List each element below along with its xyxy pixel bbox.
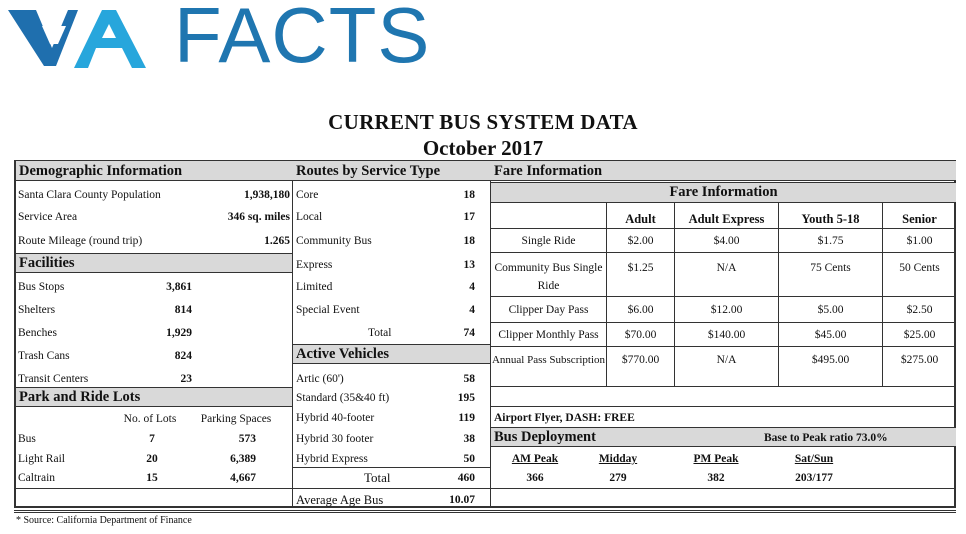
park-ride-spaces: 573 — [238, 433, 256, 445]
park-ride-label: Light Rail — [18, 453, 65, 465]
fare-grid-line — [491, 346, 956, 347]
fare-cell: $1.75 — [817, 235, 844, 247]
avg-age-value: 10.07 — [449, 494, 475, 506]
vta-logo-mark — [6, 4, 176, 74]
demographic-value: 346 sq. miles — [227, 211, 290, 223]
park-ride-lots: 15 — [146, 472, 158, 484]
routes-total-value: 74 — [463, 327, 475, 339]
demographic-header: Demographic Information — [19, 163, 183, 179]
demographic-label: Service Area — [18, 211, 78, 223]
fare-cell: $4.00 — [713, 235, 740, 247]
fare-row-label: Clipper Monthly Pass — [498, 329, 599, 341]
vehicle-label: Hybrid 40-footer — [296, 412, 375, 424]
vehicle-value: 195 — [457, 392, 475, 404]
facility-value: 824 — [174, 350, 192, 362]
vehicle-label: Artic (60') — [296, 373, 344, 385]
deployment-ratio: Base to Peak ratio 73.0% — [764, 432, 888, 444]
column-divider — [292, 160, 293, 508]
route-value: 4 — [469, 281, 475, 293]
fare-cell: 75 Cents — [810, 262, 851, 274]
fare-cell: $12.00 — [710, 304, 743, 316]
demographic-value: 1.265 — [264, 235, 290, 247]
vehicle-value: 38 — [463, 433, 475, 445]
fare-grid-line — [491, 228, 956, 229]
deployment-col: AM Peak — [511, 453, 559, 465]
park-ride-col-lots: No. of Lots — [123, 413, 177, 425]
route-label: Core — [296, 189, 319, 201]
deployment-value: 279 — [609, 472, 627, 484]
fare-col-adult: Adult — [625, 212, 656, 226]
facility-value: 1,929 — [166, 327, 192, 339]
row-rule — [16, 488, 292, 489]
fare-subheader: Fare Information — [669, 184, 778, 200]
route-label: Special Event — [296, 304, 360, 316]
vehicle-label: Hybrid Express — [296, 453, 368, 465]
route-label: Limited — [296, 281, 333, 293]
fare-cell: $5.00 — [817, 304, 844, 316]
deployment-header: Bus Deployment — [494, 429, 596, 445]
vehicles-total-value: 460 — [457, 472, 475, 484]
route-value: 13 — [463, 259, 475, 271]
fare-cell: 50 Cents — [899, 262, 940, 274]
facility-label: Transit Centers — [18, 373, 89, 385]
vehicle-label: Hybrid 30 footer — [296, 433, 374, 445]
route-value: 4 — [469, 304, 475, 316]
fare-grid-line — [491, 386, 956, 387]
deployment-value: 203/177 — [795, 472, 833, 484]
fare-cell: $1.25 — [627, 262, 654, 274]
avg-age-label: Average Age Bus — [296, 493, 384, 507]
vehicle-value: 58 — [463, 373, 475, 385]
demographic-value: 1,938,180 — [244, 189, 290, 201]
route-label: Community Bus — [296, 235, 372, 247]
park-ride-label: Caltrain — [18, 472, 56, 484]
fare-col-youth: Youth 5-18 — [801, 212, 860, 226]
route-value: 18 — [463, 189, 475, 201]
facilities-header: Facilities — [19, 255, 75, 271]
fare-row-label: Community Bus Single — [494, 262, 603, 274]
facts-wordmark: FACTS — [174, 0, 431, 79]
route-value: 18 — [463, 235, 475, 247]
fare-col-adult-express: Adult Express — [688, 212, 765, 226]
source-footnote: * Source: California Department of Finance — [16, 515, 192, 526]
vta-logo — [6, 0, 461, 79]
demographic-label: Route Mileage (round trip) — [18, 235, 143, 247]
park-ride-label: Bus — [18, 433, 36, 445]
fare-row-label: Ride — [537, 280, 560, 292]
page-subtitle: October 2017 — [422, 136, 544, 160]
fare-grid-line — [491, 406, 956, 407]
fare-col-senior: Senior — [902, 212, 937, 226]
facility-value: 23 — [180, 373, 192, 385]
park-ride-spaces: 6,389 — [230, 453, 256, 465]
routes-header: Routes by Service Type — [296, 163, 441, 179]
fare-cell: $770.00 — [621, 354, 660, 366]
fare-row-label: Single Ride — [521, 235, 576, 247]
fare-header: Fare Information — [494, 163, 603, 179]
page-title: CURRENT BUS SYSTEM DATA — [328, 110, 638, 134]
facility-label: Benches — [18, 327, 57, 339]
fare-cell: $275.00 — [900, 354, 939, 366]
facility-value: 814 — [174, 304, 192, 316]
vehicle-label: Standard (35&40 ft) — [296, 392, 390, 404]
facility-label: Shelters — [18, 304, 56, 316]
park-ride-lots: 7 — [149, 433, 155, 445]
deployment-col: Midday — [598, 453, 638, 465]
facility-value: 3,861 — [166, 281, 192, 293]
fare-cell: $70.00 — [624, 329, 657, 341]
routes-total-label: Total — [368, 327, 392, 339]
fare-cell: $1.00 — [906, 235, 933, 247]
fare-grid-line — [491, 322, 956, 323]
fare-row-label: Clipper Day Pass — [508, 304, 589, 316]
route-label: Express — [296, 259, 333, 271]
row-rule — [293, 488, 490, 489]
deployment-value: 366 — [526, 472, 544, 484]
fare-cell: $140.00 — [707, 329, 746, 341]
park-ride-header: Park and Ride Lots — [19, 389, 141, 405]
facility-label: Bus Stops — [18, 281, 65, 293]
fare-row-label: Annual Pass Subscription — [491, 354, 606, 366]
airport-flyer-note: Airport Flyer, DASH: FREE — [494, 412, 635, 424]
deployment-value: 382 — [707, 472, 725, 484]
fare-cell: $2.50 — [906, 304, 933, 316]
fare-cell: N/A — [716, 354, 737, 366]
fare-cell: $45.00 — [814, 329, 847, 341]
route-label: Local — [296, 211, 323, 223]
park-ride-col-spaces: Parking Spaces — [200, 413, 272, 425]
park-ride-lots: 20 — [146, 453, 158, 465]
fare-grid-line — [491, 296, 956, 297]
fare-cell: $6.00 — [627, 304, 654, 316]
fare-cell: $495.00 — [811, 354, 850, 366]
row-rule — [293, 467, 490, 468]
vehicles-total-label: Total — [364, 470, 391, 485]
deployment-col: Sat/Sun — [794, 453, 834, 465]
route-value: 17 — [463, 211, 475, 223]
fare-cell: $25.00 — [903, 329, 936, 341]
footer-rule — [14, 510, 956, 513]
vehicle-value: 50 — [463, 453, 475, 465]
park-ride-spaces: 4,667 — [230, 472, 256, 484]
vehicles-header: Active Vehicles — [296, 346, 390, 362]
fare-grid-line — [491, 252, 956, 253]
facility-label: Trash Cans — [18, 350, 70, 362]
fare-cell: N/A — [716, 262, 737, 274]
deployment-col: PM Peak — [693, 453, 739, 465]
demographic-label: Santa Clara County Population — [18, 189, 161, 201]
fare-cell: $2.00 — [627, 235, 654, 247]
row-rule — [491, 488, 956, 489]
vehicle-value: 119 — [458, 412, 475, 424]
